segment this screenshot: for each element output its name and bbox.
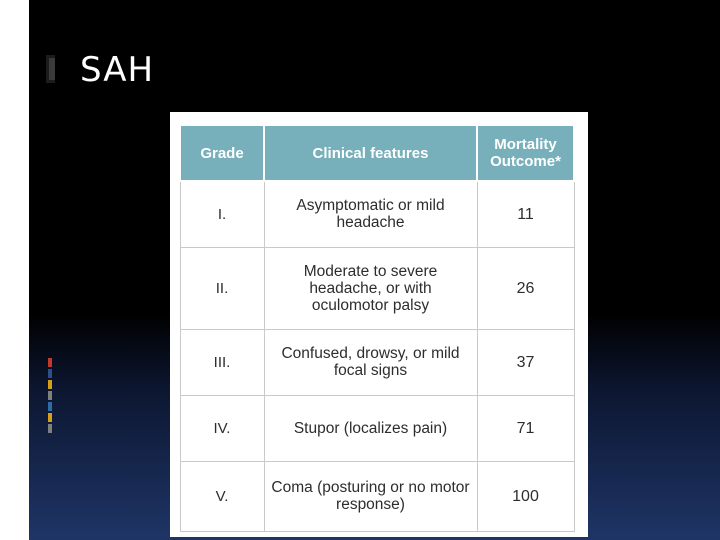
features-cell: Asymptomatic or mild headache xyxy=(264,181,477,247)
header-mortality-line1: Mortality xyxy=(494,136,557,153)
table-image-frame xyxy=(170,112,588,537)
accent-bar xyxy=(48,380,52,389)
features-cell: Moderate to severe headache, or with oculomotor palsy xyxy=(264,247,477,329)
accent-bar xyxy=(48,413,52,422)
grade-cell: III. xyxy=(180,329,264,395)
table-row xyxy=(180,329,574,395)
mortality-cell: 100 xyxy=(477,461,574,531)
mortality-cell: 71 xyxy=(477,395,574,461)
mortality-cell: 26 xyxy=(477,247,574,329)
grade-cell: V. xyxy=(180,461,264,531)
accent-bar xyxy=(48,369,52,378)
features-cell: Coma (posturing or no motor response) xyxy=(264,461,477,531)
grade-cell: I. xyxy=(180,181,264,247)
mortality-cell: 37 xyxy=(477,329,574,395)
hunt-hess-table xyxy=(179,124,575,532)
header-grade: Grade xyxy=(180,125,264,181)
table-row xyxy=(180,181,574,247)
header-mortality xyxy=(477,125,574,181)
header-clinical-features: Clinical features xyxy=(264,125,477,181)
grade-cell: II. xyxy=(180,247,264,329)
accent-bar xyxy=(48,391,52,400)
title-accent-inner xyxy=(49,58,55,80)
accent-bar xyxy=(48,402,52,411)
grade-cell: IV. xyxy=(180,395,264,461)
accent-bar xyxy=(48,358,52,367)
accent-bar xyxy=(48,424,52,433)
slide-title: SAH xyxy=(80,50,155,90)
mortality-cell: 11 xyxy=(477,181,574,247)
table-row xyxy=(180,247,574,329)
features-cell: Confused, drowsy, or mild focal signs xyxy=(264,329,477,395)
table-row xyxy=(180,461,574,531)
table-header-row xyxy=(180,125,574,181)
features-cell: Stupor (localizes pain) xyxy=(264,395,477,461)
header-mortality-line2: Outcome* xyxy=(490,153,561,170)
table-row xyxy=(180,395,574,461)
